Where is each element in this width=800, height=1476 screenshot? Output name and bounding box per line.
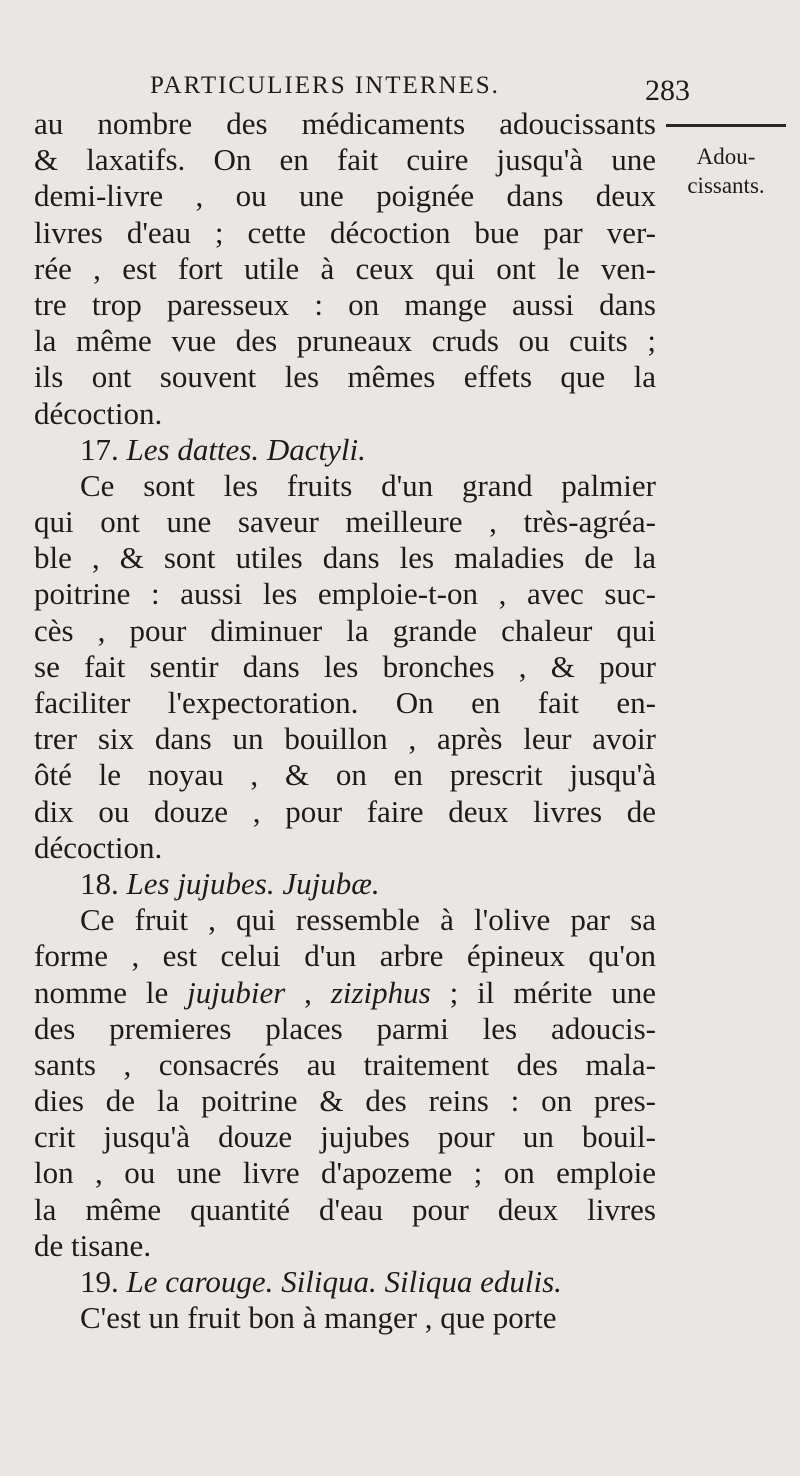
italic-term: ziziphus [330,974,431,1010]
italic-term: Les jujubes. [126,865,275,901]
text-line: trer six dans un bouillon , après leur avoir [34,721,656,757]
italic-term: Les dattes. [126,431,260,467]
text-line: dix ou douze , pour faire deux livres de [34,793,656,829]
text-line: nomme le jujubier , ziziphus ; il mérite une [34,974,657,1010]
italic-term: Le carouge. [126,1264,274,1299]
text-line: qui ont une saveur meilleure , très-agréa- [34,504,656,540]
text-line: la même vue des pruneaux cruds ou cuits ; [34,323,656,359]
margin-rule [666,124,786,127]
text-line: de tisane. [34,1227,152,1263]
italic-term: jujubier [187,974,286,1010]
italic-term: Jujubæ. [282,865,380,901]
text-line: Ce fruit , qui ressemble à l'olive par sa [80,902,656,938]
text-line: au nombre des médicaments adoucissants [34,106,656,141]
section-heading: 18. Les jujubes. Jujubæ. [80,865,380,901]
text-line: demi-livre , ou une poignée dans deux [34,178,656,214]
text-line: sants , consacrés au traitement des mala- [34,1046,656,1082]
text-line: tre trop paresseux : on mange aussi dans [34,286,656,322]
header-title: PARTICULIERS INTERNES. [150,72,500,99]
text-line: la même quantité d'eau pour deux livres [34,1191,656,1227]
text-line: rée , est fort utile à ceux qui ont le ven- [34,250,656,286]
text-line: & laxatifs. On en fait cuire jusqu'à une [34,142,656,178]
text-line: forme , est celui d'un arbre épineux qu'on [34,938,656,974]
text-line: ble , & sont utiles dans les maladies de la [34,540,656,576]
italic-term: Siliqua edulis. [384,1264,562,1299]
italic-term: Siliqua. [281,1264,377,1299]
text-line: poitrine : aussi les emploie-t-on , avec suc- [34,576,656,612]
text-line: décoction. [34,829,163,865]
text-line: cès , pour diminuer la grande chaleur qui [34,612,656,648]
margin-note [670,142,782,200]
text-line: décoction. [34,395,163,431]
text-line: dies de la poitrine & des reins : on pres- [34,1083,656,1119]
text-line: Ce sont les fruits d'un grand palmier [80,467,656,503]
page-number: 283 [645,74,690,107]
text-line: crit jusqu'à douze jujubes pour un bouil- [34,1119,656,1155]
margin-note-line: cissants. [687,173,765,198]
text-line: C'est un fruit bon à manger , que porte [80,1300,557,1336]
text-line: lon , ou une livre d'apozeme ; on emploie [34,1155,656,1191]
section-heading: 17. Les dattes. Dactyli. [80,431,366,467]
italic-term: Dactyli. [266,431,366,467]
text-line: ils ont souvent les mêmes effets que la [34,359,656,395]
text-line: se fait sentir dans les bronches , & pour [34,648,656,684]
section-heading: 19. Le carouge. Siliqua. Siliqua edulis. [80,1264,562,1299]
text-line: ôté le noyau , & on en prescrit jusqu'à [34,757,656,793]
margin-note-line: Adou- [696,144,756,169]
text-line: des premieres places parmi les adoucis- [34,1010,656,1046]
text-line: faciliter l'expectoration. On en fait en- [34,685,656,720]
body-text [34,106,656,1336]
text-line: livres d'eau ; cette décoction bue par ver- [34,214,656,250]
